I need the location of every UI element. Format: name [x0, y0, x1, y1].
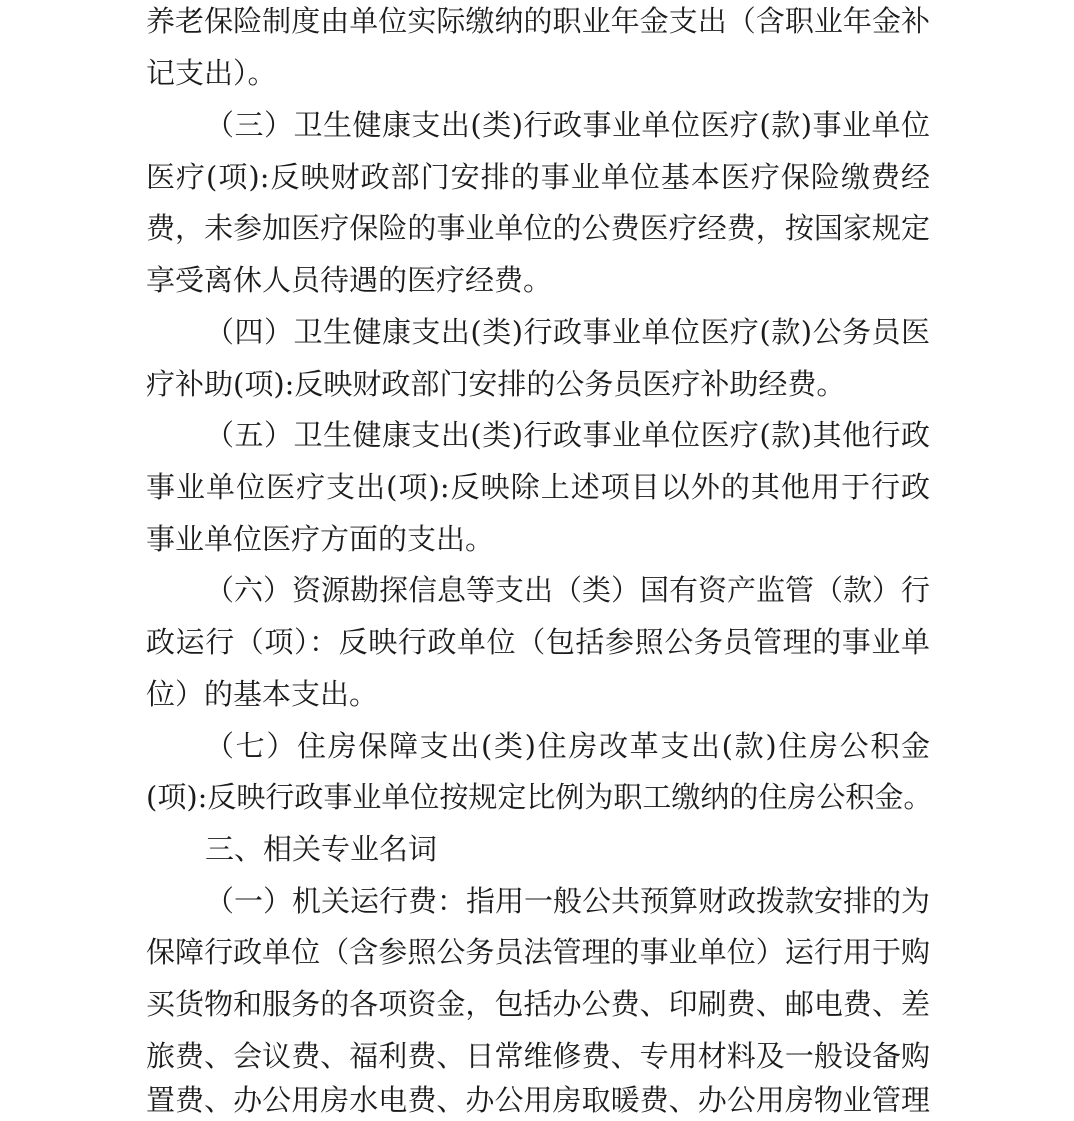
paragraph-8-line-5: 置费、办公用房水电费、办公用房取暖费、办公用房物业管理: [146, 1083, 930, 1117]
paragraph-3-line-3: 费，未参加医疗保险的事业单位的公费医疗经费，按国家规定: [146, 211, 930, 245]
paragraph-8-line-4: 旅费、会议费、福利费、日常维修费、专用材料及一般设备购: [146, 1039, 930, 1073]
text-line-1: 养老保险制度由单位实际缴纳的职业年金支出（含职业年金补: [146, 4, 930, 38]
paragraph-8-line-2: 保障行政单位（含参照公务员法管理的事业单位）运行用于购: [146, 935, 930, 969]
paragraph-6-line-3: 位）的基本支出。: [146, 677, 379, 711]
paragraph-4-line-2: 疗补助(项):反映财政部门安排的公务员医疗补助经费。: [146, 367, 846, 401]
paragraph-4-line-1: （四）卫生健康支出(类)行政事业单位医疗(款)公务员医: [205, 315, 930, 349]
paragraph-7-line-1: （七）住房保障支出(类)住房改革支出(款)住房公积金: [205, 729, 930, 763]
paragraph-5-line-2: 事业单位医疗支出(项):反映除上述项目以外的其他用于行政: [146, 470, 930, 504]
paragraph-3-line-1: （三）卫生健康支出(类)行政事业单位医疗(款)事业单位: [205, 108, 930, 142]
paragraph-8-line-3: 买货物和服务的各项资金，包括办公费、印刷费、邮电费、差: [146, 987, 930, 1021]
paragraph-5-line-3: 事业单位医疗方面的支出。: [146, 522, 495, 556]
paragraph-8-line-1: （一）机关运行费：指用一般公共预算财政拨款安排的为: [205, 884, 931, 918]
paragraph-5-line-1: （五）卫生健康支出(类)行政事业单位医疗(款)其他行政: [205, 418, 930, 452]
paragraph-3-line-4: 享受离休人员待遇的医疗经费。: [146, 263, 553, 297]
paragraph-6-line-1: （六）资源勘探信息等支出（类）国有资产监管（款）行: [205, 573, 931, 607]
paragraph-7-line-2: (项):反映行政事业单位按规定比例为职工缴纳的住房公积金。: [146, 780, 933, 814]
text-line-2: 记支出）。: [146, 56, 277, 90]
section-heading: 三、相关专业名词: [205, 832, 438, 866]
paragraph-3-line-2: 医疗(项):反映财政部门安排的事业单位基本医疗保险缴费经: [146, 160, 930, 194]
paragraph-6-line-2: 政运行（项）：反映行政单位（包括参照公务员管理的事业单: [146, 625, 930, 659]
